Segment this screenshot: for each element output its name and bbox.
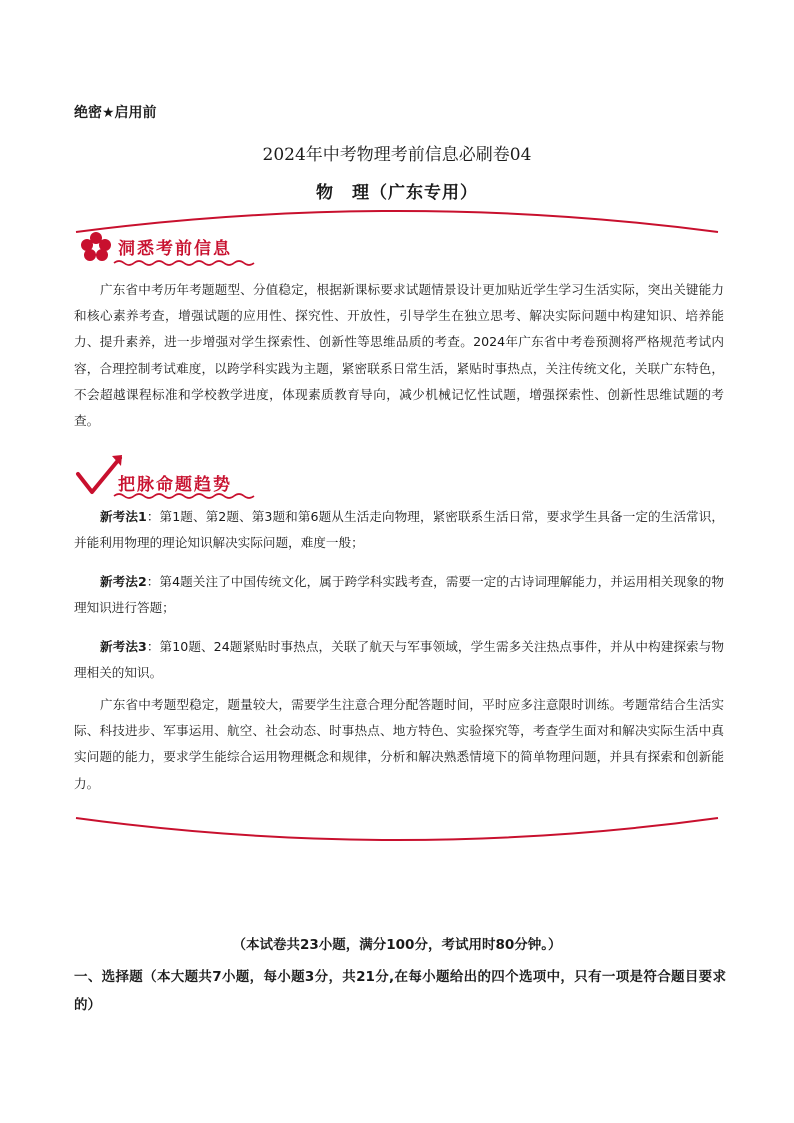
section-one-instructions: 一、选择题（本大题共7小题，每小题3分，共21分,在每小题给出的四个选项中，只有一项是符合题目要求的）: [74, 969, 726, 1013]
confidential-label: 绝密★启用前: [74, 105, 157, 121]
check-arrow-icon: [78, 455, 122, 492]
trend-item-label: 新考法2: [100, 574, 147, 589]
exam-title: 2024年中考物理考前信息必刷卷04: [262, 145, 532, 165]
heading-underline-info: [114, 261, 254, 265]
trend-item-label: 新考法3: [100, 639, 147, 654]
section-heading-info: 洞悉考前信息: [118, 239, 232, 259]
trend-item-label: 新考法1: [100, 509, 147, 524]
info-paragraph: 广东省中考历年考题题型、分值稳定，根据新课标要求试题情景设计更加贴近学生学习生活实际，突出关键能力和核心素养考查，增强试题的应用性、探究性、开放性，引导学生在独立思考、解决实际问题中构建知识、培养能力、提升素养，进一步增强对学生探索性、创新性等思维品质的考查。2024年广东省中考卷预测将严格规范考试内容，合理控制考试难度，以跨学科实践为主题，紧密联系日常生活，紧贴时事热点，关注传统文化，关联广东特色，不会超越课程标准和学校教学进度，体现素质教育导向，减少机械记忆性试题，增强探索性、创新性思维试题的考查。: [74, 282, 724, 429]
trend-item-text: ：第1题、第2题、第3题和第6题从生活走向物理，紧密联系生活日常，要求学生具备一定的生活常识，并能利用物理的理论知识解决实际问题，难度一般；: [74, 509, 724, 551]
exam-subtitle: 物 理（广东专用）: [316, 183, 478, 203]
trend-item-3: [74, 634, 724, 686]
exam-note: （本试卷共23小题，满分100分，考试用时80分钟。）: [232, 937, 562, 953]
trend-item-text: ：第4题关注了中国传统文化，属于跨学科实践考查，需要一定的古诗词理解能力，并运用相关现象的物理知识进行答题；: [74, 574, 725, 616]
section-heading-trend: 把脉命题趋势: [118, 475, 232, 495]
bottom-frame-arc: [76, 818, 718, 840]
flower-icon: [81, 232, 111, 261]
top-frame-arc: [76, 211, 718, 232]
trend-item-text: ：第10题、24题紧贴时事热点，关联了航天与军事领域，学生需多关注热点事件，并从中构建探索与物理相关的知识。: [74, 639, 724, 681]
trend-item-1: [74, 504, 724, 556]
trend-item-2: [74, 569, 724, 621]
trend-closing-paragraph: 广东省中考题型稳定，题量较大，需要学生注意合理分配答题时间，平时应多注意限时训练。考题常结合生活实际、科技进步、军事运用、航空、社会动态、时事热点、地方特色、实验探究等，考查学生面对和解决实际生活中真实问题的能力，要求学生能综合运用物理概念和规律，分析和解决熟悉情境下的简单物理问题，并具有探索和创新能力。: [74, 697, 724, 791]
